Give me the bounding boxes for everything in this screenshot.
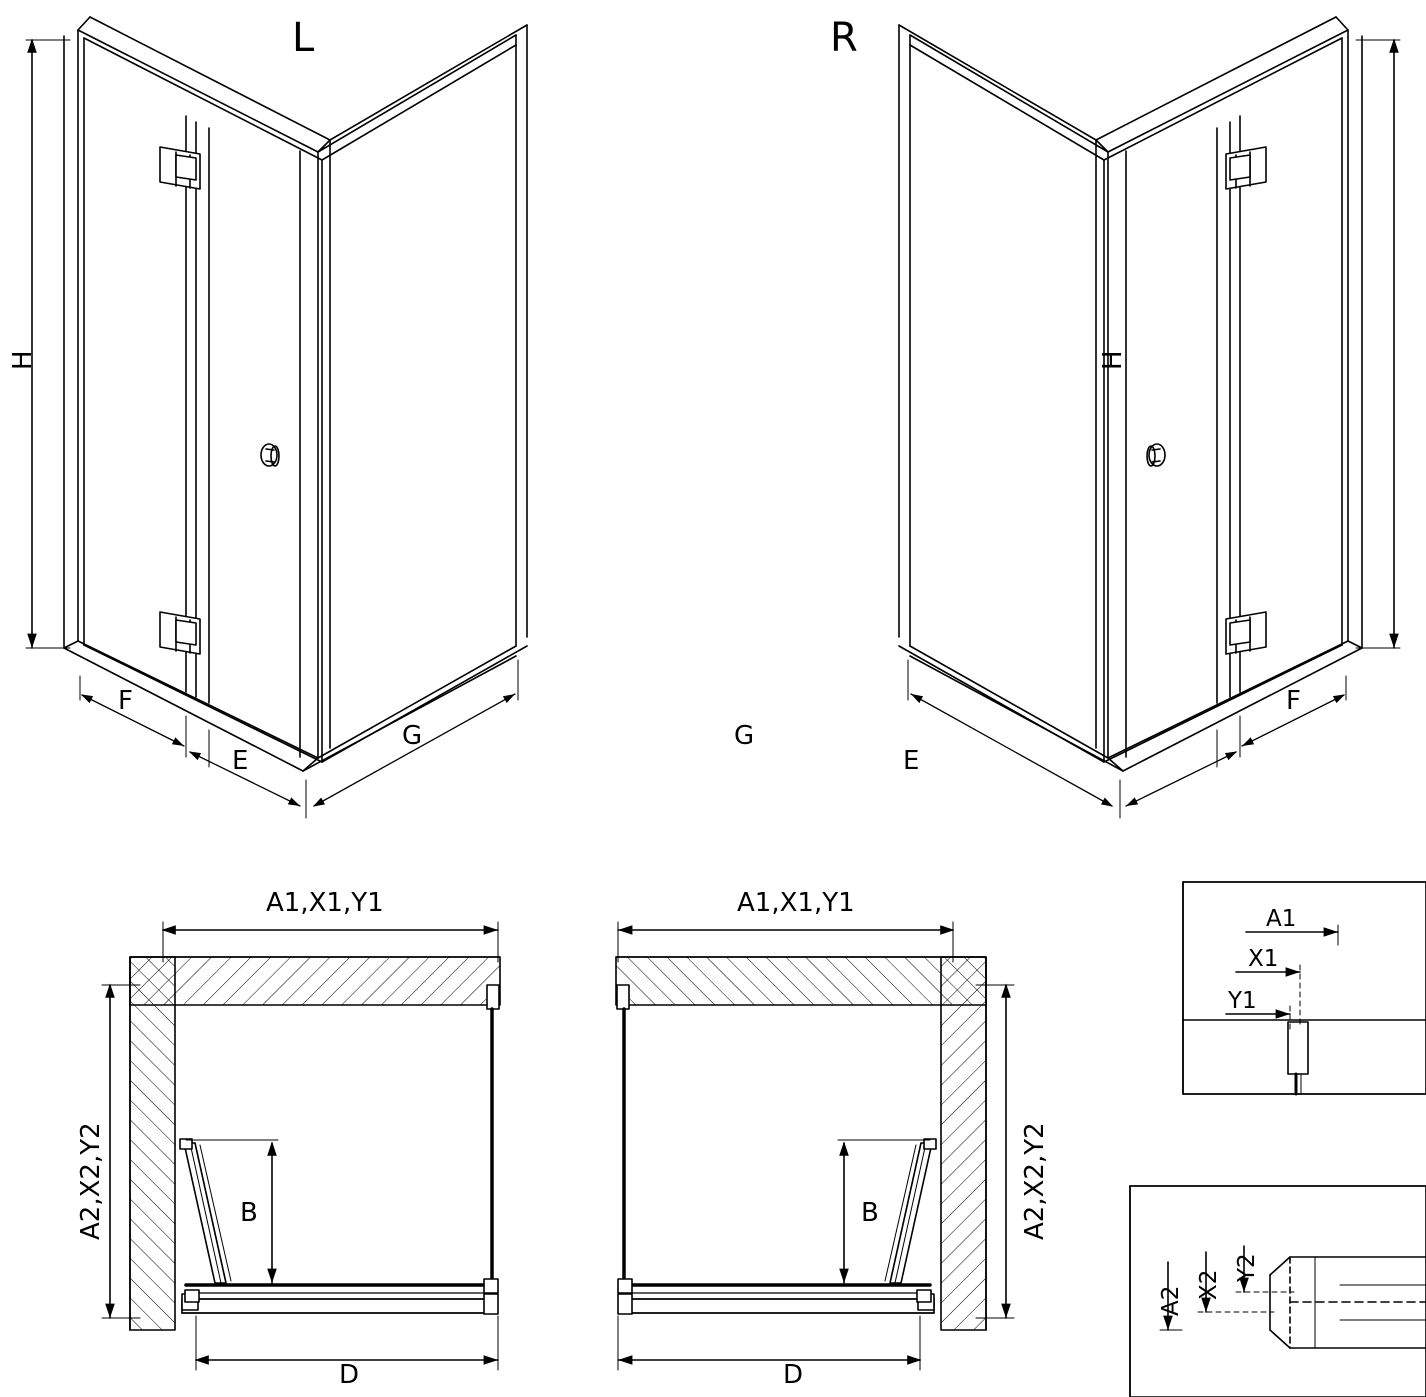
plan-left-d-label: D: [339, 1360, 360, 1390]
iso-right-g-label: G: [734, 721, 755, 751]
iso-left-f-label: F: [118, 686, 133, 716]
detail-top-a1-label: A1: [1266, 906, 1297, 932]
detail-bottom-a2-label: A2: [1158, 1285, 1184, 1316]
iso-right-f-label: F: [1286, 686, 1301, 716]
detail-top: [1183, 882, 1426, 1094]
plan-view-left: [102, 922, 500, 1370]
iso-left-height-label: H: [8, 350, 38, 370]
detail-top-y1-label: Y1: [1228, 988, 1257, 1014]
detail-top-x1-label: X1: [1248, 946, 1279, 972]
plan-left-side-dim-label: A2,X2,Y2: [76, 1122, 106, 1240]
plan-right-top-dim-label: A1,X1,Y1: [737, 888, 855, 918]
detail-bottom-x2-label: X2: [1196, 1269, 1222, 1300]
plan-left-b-label: B: [240, 1198, 258, 1228]
detail-bottom-y2-label: Y2: [1234, 1253, 1260, 1282]
iso-left-g-label: G: [402, 721, 423, 751]
iso-view-left: [26, 17, 527, 818]
iso-view-right: [899, 17, 1400, 818]
iso-left-e-label: E: [232, 746, 249, 776]
plan-view-right: [616, 922, 1014, 1370]
iso-left-view-label: L: [292, 15, 315, 61]
plan-right-side-dim-label: A2,X2,Y2: [1020, 1122, 1050, 1240]
plan-right-d-label: D: [783, 1360, 804, 1390]
iso-right-view-label: R: [830, 15, 858, 61]
plan-left-top-dim-label: A1,X1,Y1: [266, 888, 384, 918]
iso-right-e-label: E: [903, 746, 920, 776]
plan-right-b-label: B: [861, 1198, 879, 1228]
iso-right-height-label: H: [1098, 350, 1128, 370]
